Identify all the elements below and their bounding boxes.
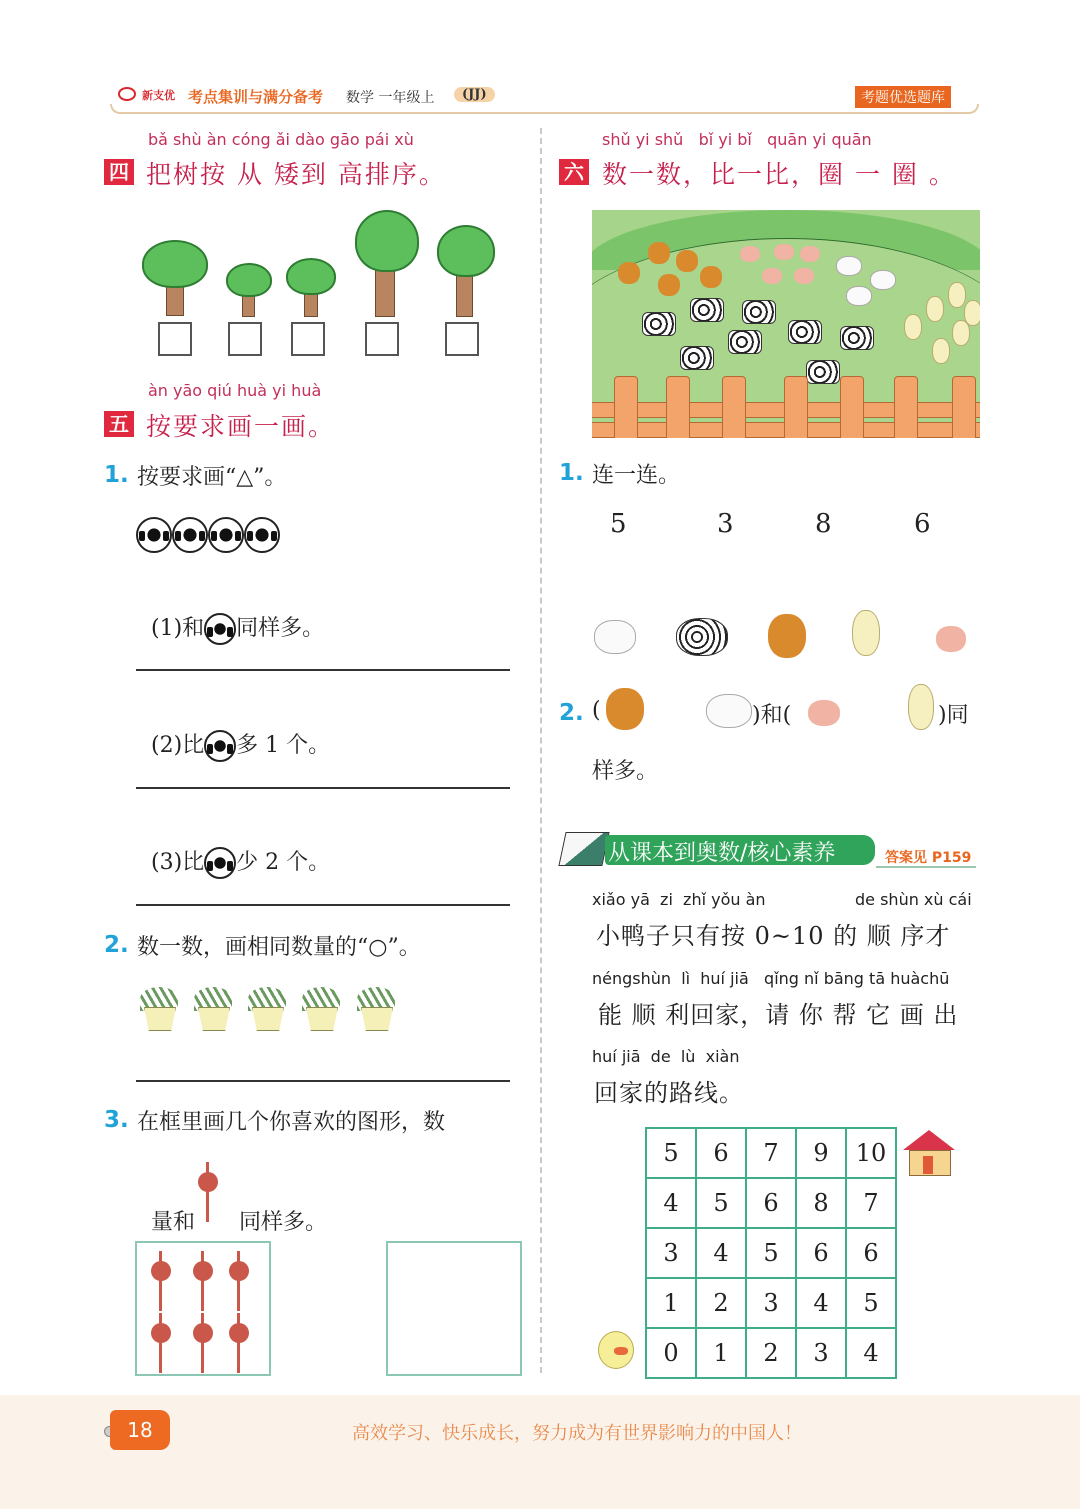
maze-cell[interactable]: 3: [796, 1328, 846, 1378]
maze-cell[interactable]: 6: [746, 1178, 796, 1228]
chinese-knot-icon: [227, 1251, 251, 1311]
fence-post: [952, 376, 976, 438]
column-divider: [540, 128, 542, 1373]
duck-icon: [904, 314, 922, 340]
maze-cell[interactable]: 5: [746, 1228, 796, 1278]
tree-order-box-2[interactable]: [228, 322, 262, 356]
answer-line-4[interactable]: [136, 1080, 510, 1082]
maze-cell[interactable]: 2: [696, 1278, 746, 1328]
maze-cell[interactable]: 4: [796, 1278, 846, 1328]
chinese-knot-icon: [227, 1313, 251, 1373]
cow-icon: [680, 346, 714, 370]
number-maze-grid: [645, 1127, 897, 1379]
tree-order-box-4[interactable]: [365, 322, 399, 356]
q1-sub3: (3)比 少 2 个。: [137, 820, 330, 879]
connect-number-1[interactable]: 5: [610, 509, 627, 539]
q1-sub2: (2)比 多 1 个。: [137, 703, 330, 762]
sheep-icon: [706, 694, 752, 728]
section6-pinyin: shǔ yi shǔ bǐ yi bǐ quān yi quān: [602, 130, 872, 149]
section5-title: 按要求画一画。: [146, 412, 336, 441]
puzzle-pinyin-3: huí jiā de lù xiàn: [592, 1047, 740, 1066]
maze-cell[interactable]: 6: [696, 1128, 746, 1178]
tree-order-box-5[interactable]: [445, 322, 479, 356]
rooster-icon: [658, 274, 680, 296]
sheep-icon: [846, 286, 872, 306]
q1-number: 1.: [104, 462, 129, 488]
rooster-icon: [648, 242, 670, 264]
connect-number-2[interactable]: 3: [717, 509, 734, 539]
tree-icon: [225, 263, 271, 315]
r-q2-and: )和(: [752, 703, 792, 728]
farm-scene: [592, 210, 980, 438]
r-q1-number: 1.: [559, 460, 584, 486]
r-q2-line2: 样多。: [592, 759, 659, 784]
section4-pinyin: bǎ shù àn cóng ǎi dào gāo pái xù: [148, 130, 414, 149]
rabbit-icon: [808, 700, 840, 726]
soccer-ball-icon: [208, 517, 244, 553]
cow-icon[interactable]: [676, 618, 728, 656]
maze-cell[interactable]: 8: [796, 1178, 846, 1228]
cow-icon: [806, 360, 840, 384]
fence-post: [894, 376, 918, 438]
rooster-icon: [618, 262, 640, 284]
footer-motto: 高效学习、快乐成长，努力成为有世界影响力的中国人！: [352, 1423, 802, 1444]
potted-plant-icon: [355, 987, 397, 1031]
maze-cell[interactable]: 3: [646, 1228, 696, 1278]
rooster-icon: [676, 250, 698, 272]
tree-order-box-3[interactable]: [291, 322, 325, 356]
soccer-ball-icon: [244, 517, 280, 553]
soccer-ball-icon: [172, 517, 208, 553]
rabbit-icon: [740, 246, 760, 262]
duck-icon: [908, 684, 934, 730]
answer-line-2[interactable]: [136, 787, 510, 789]
maze-cell[interactable]: 1: [646, 1278, 696, 1328]
chinese-knot-icon: [191, 1251, 215, 1311]
book-icon: [558, 832, 609, 866]
cow-icon: [642, 312, 676, 336]
q3-text-line2: 量和 同样多。: [151, 1210, 328, 1235]
maze-cell[interactable]: 5: [696, 1178, 746, 1228]
sheep-icon: [836, 256, 862, 276]
answer-reference: 答案见 P159: [885, 850, 972, 866]
duck-icon: [948, 282, 966, 308]
tree-icon: [353, 210, 417, 315]
drawing-answer-frame[interactable]: [386, 1241, 522, 1376]
rooster-icon[interactable]: [768, 614, 806, 658]
sheep-icon: [870, 270, 896, 290]
answer-line-1[interactable]: [136, 669, 510, 671]
sheep-icon[interactable]: [594, 620, 636, 654]
cow-icon: [788, 320, 822, 344]
rooster-icon: [700, 266, 722, 288]
ball-row: [136, 517, 280, 553]
series-title: 考点集训与满分备考: [188, 88, 324, 106]
rabbit-icon: [800, 246, 820, 262]
potted-plant-icon: [192, 987, 234, 1031]
maze-cell[interactable]: 7: [846, 1178, 896, 1228]
puzzle-pinyin-1-left: xiǎo yā zi zhǐ yǒu àn: [592, 890, 766, 909]
puzzle-line-3: 回家的路线。: [594, 1079, 744, 1107]
chinese-knot-icon: [149, 1313, 173, 1373]
chinese-knot-icon: [149, 1251, 173, 1311]
cow-icon: [728, 330, 762, 354]
q2-text: 数一数，画相同数量的“○”。: [137, 935, 421, 960]
soccer-ball-icon: [204, 613, 236, 645]
potted-plant-icon: [138, 987, 180, 1031]
section5-pinyin: àn yāo qiú huà yi huà: [148, 381, 322, 400]
fence-post: [840, 376, 864, 438]
cow-icon: [690, 298, 724, 322]
q1-text: 按要求画“△”。: [137, 465, 287, 490]
edition-badge: (JJ): [454, 87, 495, 102]
chinese-knot-icon: [191, 1313, 215, 1373]
duck-icon: [932, 338, 950, 364]
maze-cell[interactable]: 10: [846, 1128, 896, 1178]
fence-post: [722, 376, 746, 438]
maze-cell[interactable]: 5: [646, 1128, 696, 1178]
house-icon: [903, 1130, 955, 1176]
soccer-ball-icon: [204, 730, 236, 762]
maze-cell[interactable]: 5: [846, 1278, 896, 1328]
maze-cell[interactable]: 9: [796, 1128, 846, 1178]
potted-plant-icon: [300, 987, 342, 1031]
answer-line-3[interactable]: [136, 904, 510, 906]
rooster-icon: [606, 688, 644, 730]
section4-badge: 四: [104, 159, 134, 185]
duck-icon: [926, 296, 944, 322]
maze-cell[interactable]: 6: [796, 1228, 846, 1278]
fence-post: [614, 376, 638, 438]
fence-post: [666, 376, 690, 438]
brand-name: 新支优: [142, 89, 175, 102]
maze-cell[interactable]: 1: [696, 1328, 746, 1378]
section6-title: 数一数，比一比，圈 一 圈 。: [602, 160, 956, 189]
subject-grade: 数学 一年级上: [346, 90, 435, 106]
soccer-ball-icon: [204, 847, 236, 879]
header-tag: 考题优选题库: [855, 86, 951, 108]
section6-badge: 六: [559, 159, 589, 185]
maze-cell[interactable]: 4: [846, 1328, 896, 1378]
r-q1-text: 连一连。: [592, 463, 681, 488]
maze-cell[interactable]: 2: [746, 1328, 796, 1378]
puzzle-pinyin-1-right: de shùn xù cái: [855, 890, 972, 909]
q2-number: 2.: [104, 932, 129, 958]
duck-icon[interactable]: [852, 610, 880, 656]
duck-icon: [952, 320, 970, 346]
chinese-knot-icon: [196, 1162, 220, 1222]
header-rule: [110, 104, 979, 114]
banner-title: 从课本到奥数/核心素养: [608, 841, 836, 866]
tree-icon: [285, 258, 335, 315]
cow-icon: [742, 300, 776, 324]
connect-number-4[interactable]: 6: [914, 509, 931, 539]
r-q2-number: 2.: [559, 700, 584, 726]
maze-cell[interactable]: 3: [746, 1278, 796, 1328]
fence-post: [784, 376, 808, 438]
banner-rule: [876, 866, 976, 868]
publisher-logo-icon: [118, 87, 136, 101]
maze-cell[interactable]: 4: [646, 1178, 696, 1228]
tree-icon: [436, 225, 492, 315]
rabbit-icon: [762, 268, 782, 284]
section5-badge: 五: [104, 411, 134, 437]
example-knot-frame: [135, 1241, 271, 1376]
q1-sub1: (1)和 同样多。: [137, 586, 324, 645]
soccer-ball-icon: [136, 517, 172, 553]
cow-icon: [840, 326, 874, 350]
maze-cell[interactable]: 6: [846, 1228, 896, 1278]
puzzle-line-2: 能 顺 利回家，请 你 帮 它 画 出: [598, 1001, 959, 1029]
rabbit-icon: [774, 244, 794, 260]
r-q2-close: )同: [938, 703, 969, 728]
r-q2-open: (: [592, 698, 601, 723]
section4-title: 把树按 从 矮到 高排序。: [146, 160, 446, 189]
page-number: 18: [110, 1410, 170, 1450]
maze-cell[interactable]: 7: [746, 1128, 796, 1178]
puzzle-pinyin-2: néngshùn lì huí jiā qǐng nǐ bāng tā huàchū: [592, 969, 950, 988]
tree-order-box-1[interactable]: [158, 322, 192, 356]
connect-number-3[interactable]: 8: [815, 509, 832, 539]
puzzle-line-1: 小鸭子只有按 0~10 的 顺 序才: [596, 922, 951, 950]
q3-text-line1: 在框里画几个你喜欢的图形，数: [137, 1110, 446, 1135]
duckling-icon: [594, 1325, 636, 1371]
maze-cell[interactable]: 4: [696, 1228, 746, 1278]
rabbit-icon[interactable]: [936, 626, 966, 652]
q3-number: 3.: [104, 1107, 129, 1133]
tree-icon: [140, 240, 210, 315]
rabbit-icon: [794, 268, 814, 284]
maze-cell[interactable]: 0: [646, 1328, 696, 1378]
potted-plant-icon: [246, 987, 288, 1031]
